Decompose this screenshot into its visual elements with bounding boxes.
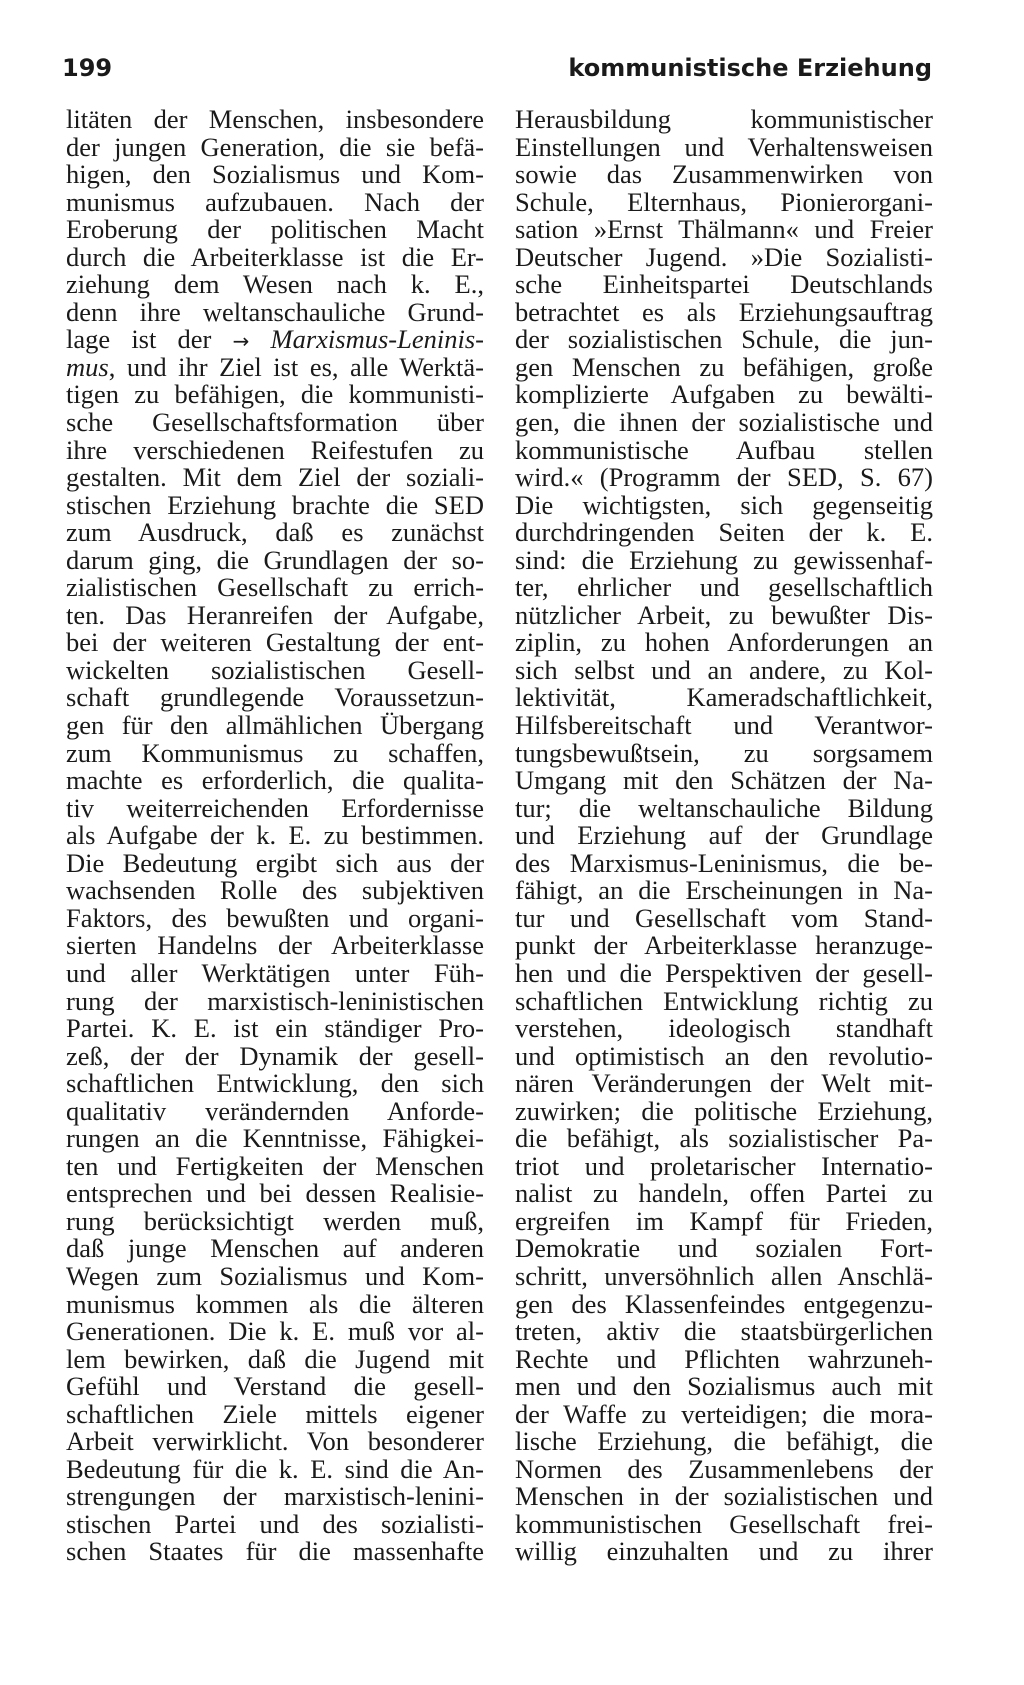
text-line: sation »Ernst Thälmann« und Freier bbox=[515, 214, 933, 245]
text-line: triot und proletarischer Internatio- bbox=[515, 1150, 933, 1181]
running-head bbox=[62, 48, 932, 88]
text-line: ziehung dem Wesen nach k. E., bbox=[66, 269, 484, 300]
text-line: gestalten. Mit dem Ziel der soziali- bbox=[66, 462, 484, 493]
text-line: tungsbewußtsein, zu sorgsamem bbox=[515, 737, 933, 768]
cross-reference-arrow-icon: → bbox=[232, 329, 250, 354]
text-line: stischen Partei und des sozialisti- bbox=[66, 1508, 484, 1539]
text-line: ziplin, zu hohen Anforderungen an bbox=[515, 627, 933, 658]
text-line: bei der weiteren Gestaltung der ent- bbox=[66, 627, 484, 658]
text-line: darum ging, die Grundlagen der so- bbox=[66, 544, 484, 575]
text-line: Partei. K. E. ist ein ständiger Pro- bbox=[66, 1013, 484, 1044]
text-line: Wegen zum Sozialismus und Kom- bbox=[66, 1260, 484, 1291]
text-line: Bedeutung für die k. E. sind die An- bbox=[66, 1453, 484, 1484]
text-line: des Marxismus-Leninismus, die be- bbox=[515, 847, 933, 878]
text-line: schaftlichen Ziele mittels eigener bbox=[66, 1398, 484, 1429]
cross-reference-term[interactable]: Marxismus-Leninis- bbox=[270, 324, 484, 355]
text-line: sind: die Erziehung zu gewissenhaf- bbox=[515, 544, 933, 575]
text-line: sche Einheitspartei Deutschlands bbox=[515, 269, 933, 300]
text-line: kommunistischen Gesellschaft frei- bbox=[515, 1508, 933, 1539]
text-line: sowie das Zusammenwirken von bbox=[515, 159, 933, 190]
text-line: und aller Werktätigen unter Füh- bbox=[66, 957, 484, 988]
text-line: schaftlichen Entwicklung richtig zu bbox=[515, 985, 933, 1016]
text-line: munismus aufzubauen. Nach der bbox=[66, 186, 484, 217]
text-line: munismus kommen als die älteren bbox=[66, 1288, 484, 1319]
text-line: Hilfsbereitschaft und Verantwor- bbox=[515, 710, 933, 741]
text-line: ten und Fertigkeiten der Menschen bbox=[66, 1150, 484, 1181]
text-line: stischen Erziehung brachte die SED bbox=[66, 489, 484, 520]
text-line: machte es erforderlich, die qualita- bbox=[66, 765, 484, 796]
text-line: schritt, unversöhnlich allen Anschlä- bbox=[515, 1260, 933, 1291]
text-line: ihre verschiedenen Reifestufen zu bbox=[66, 434, 484, 465]
text-line: tur und Gesellschaft vom Stand- bbox=[515, 902, 933, 933]
text-line: strengungen der marxistisch-lenini- bbox=[66, 1481, 484, 1512]
text-line: gen des Klassenfeindes entgegenzu- bbox=[515, 1288, 933, 1319]
text-line: rung berücksichtigt werden muß, bbox=[66, 1205, 484, 1236]
text-line: Die wichtigsten, sich gegenseitig bbox=[515, 489, 933, 520]
text-line: betrachtet es als Erziehungsauftrag bbox=[515, 296, 933, 327]
text-line: nützlicher Arbeit, zu bewußter Dis- bbox=[515, 599, 933, 630]
text-line: durch die Arbeiterklasse ist die Er- bbox=[66, 241, 484, 272]
text-line: zialistischen Gesellschaft zu errich- bbox=[66, 572, 484, 603]
text-line: komplizierte Aufgaben zu bewälti- bbox=[515, 379, 933, 410]
cross-reference-term-end[interactable]: mus bbox=[66, 351, 109, 382]
text-line: lem bewirken, daß die Jugend mit bbox=[66, 1343, 484, 1374]
text-line: Arbeit verwirklicht. Von besonderer bbox=[66, 1426, 484, 1457]
text-line: tiv weiterreichenden Erfordernisse bbox=[66, 792, 484, 823]
text-line: Demokratie und sozialen Fort- bbox=[515, 1233, 933, 1264]
text-line: willig einzuhalten und zu ihrer bbox=[515, 1536, 933, 1567]
text-line: zum Kommunismus zu schaffen, bbox=[66, 737, 484, 768]
text-line: hen und die Perspektiven der gesell- bbox=[515, 957, 933, 988]
text-line: wird.« (Programm der SED, S. 67) bbox=[515, 462, 933, 493]
text-line: die befähigt, als sozialistischer Pa- bbox=[515, 1123, 933, 1154]
page-number: 199 bbox=[62, 54, 113, 82]
text-line: gen für den allmählichen Übergang bbox=[66, 710, 484, 741]
text-line: und optimistisch an den revolutio- bbox=[515, 1040, 933, 1071]
text-line: schaft grundlegende Voraussetzun- bbox=[66, 682, 484, 713]
text-line: punkt der Arbeiterklasse heranzuge- bbox=[515, 930, 933, 961]
text-line: verstehen, ideologisch standhaft bbox=[515, 1013, 933, 1044]
text-line: Rechte und Pflichten wahrzuneh- bbox=[515, 1343, 933, 1374]
text-line: gen Menschen zu befähigen, große bbox=[515, 351, 933, 382]
right-text-column bbox=[515, 106, 933, 1566]
text-line: Schule, Elternhaus, Pionierorgani- bbox=[515, 186, 933, 217]
running-title: kommunistische Erziehung bbox=[568, 54, 932, 82]
text-line: sich selbst und an andere, zu Kol- bbox=[515, 654, 933, 685]
text-line: gen, die ihnen der sozialistische und bbox=[515, 407, 933, 438]
text-line: denn ihre weltanschauliche Grund- bbox=[66, 296, 484, 327]
text-line: men und den Sozialismus auch mit bbox=[515, 1371, 933, 1402]
text-line: ter, ehrlicher und gesellschaftlich bbox=[515, 572, 933, 603]
text-line: ergreifen im Kampf für Frieden, bbox=[515, 1205, 933, 1236]
text-line: wachsenden Rolle des subjektiven bbox=[66, 875, 484, 906]
left-text-column bbox=[66, 106, 484, 1566]
text-line: entsprechen und bei dessen Realisie- bbox=[66, 1178, 484, 1209]
text-line: nären Veränderungen der Welt mit- bbox=[515, 1068, 933, 1099]
text-line: treten, aktiv die staatsbürgerlichen bbox=[515, 1316, 933, 1347]
text-line: schen Staates für die massenhafte bbox=[66, 1536, 484, 1567]
text-line: der sozialistischen Schule, die jun- bbox=[515, 324, 933, 355]
text-line: lage ist der → Marxismus-Leninis- bbox=[66, 324, 484, 355]
text-line: lektivität, Kameradschaftlichkeit, bbox=[515, 682, 933, 713]
text-line: Eroberung der politischen Macht bbox=[66, 214, 484, 245]
text-line: Einstellungen und Verhaltensweisen bbox=[515, 131, 933, 162]
text-line: rungen an die Kenntnisse, Fähigkei- bbox=[66, 1123, 484, 1154]
text-line: als Aufgabe der k. E. zu bestimmen. bbox=[66, 820, 484, 851]
text-line: wickelten sozialistischen Gesell- bbox=[66, 654, 484, 685]
text-line: Die Bedeutung ergibt sich aus der bbox=[66, 847, 484, 878]
text-line: higen, den Sozialismus und Kom- bbox=[66, 159, 484, 190]
text-line: Generationen. Die k. E. muß vor al- bbox=[66, 1316, 484, 1347]
text-line: Deutscher Jugend. »Die Sozialisti- bbox=[515, 241, 933, 272]
text-line: Umgang mit den Schätzen der Na- bbox=[515, 765, 933, 796]
text-line: daß junge Menschen auf anderen bbox=[66, 1233, 484, 1264]
text-line: qualitativ verändernden Anforde- bbox=[66, 1095, 484, 1126]
text-line: Faktors, des bewußten und organi- bbox=[66, 902, 484, 933]
text-line: durchdringenden Seiten der k. E. bbox=[515, 517, 933, 548]
text-line: sierten Handelns der Arbeiterklasse bbox=[66, 930, 484, 961]
text-line: der Waffe zu verteidigen; die mora- bbox=[515, 1398, 933, 1429]
text-line: zuwirken; die politische Erziehung, bbox=[515, 1095, 933, 1126]
text-line: nalist zu handeln, offen Partei zu bbox=[515, 1178, 933, 1209]
text-line: der jungen Generation, die sie befä- bbox=[66, 131, 484, 162]
text-line: zum Ausdruck, daß es zunächst bbox=[66, 517, 484, 548]
text-line: und Erziehung auf der Grundlage bbox=[515, 820, 933, 851]
text-line: Menschen in der sozialistischen und bbox=[515, 1481, 933, 1512]
text-line: tigen zu befähigen, die kommunisti- bbox=[66, 379, 484, 410]
text-line: Gefühl und Verstand die gesell- bbox=[66, 1371, 484, 1402]
text-line: Herausbildung kommunistischer bbox=[515, 104, 933, 134]
text-line: kommunistische Aufbau stellen bbox=[515, 434, 933, 465]
text-line: sche Gesellschaftsformation über bbox=[66, 407, 484, 438]
text-line: rung der marxistisch-leninistischen bbox=[66, 985, 484, 1016]
text-line: ten. Das Heranreifen der Aufgabe, bbox=[66, 599, 484, 630]
text-line: schaftlichen Entwicklung, den sich bbox=[66, 1068, 484, 1099]
text-line: litäten der Menschen, insbesondere bbox=[66, 104, 484, 134]
text-line: Normen des Zusammenlebens der bbox=[515, 1453, 933, 1484]
text-line: zeß, der der Dynamik der gesell- bbox=[66, 1040, 484, 1071]
text-line: fähigt, an die Erscheinungen in Na- bbox=[515, 875, 933, 906]
text-line: tur; die weltanschauliche Bildung bbox=[515, 792, 933, 823]
text-line: mus, und ihr Ziel ist es, alle Werktä- bbox=[66, 351, 484, 382]
text-line: lische Erziehung, die befähigt, die bbox=[515, 1426, 933, 1457]
